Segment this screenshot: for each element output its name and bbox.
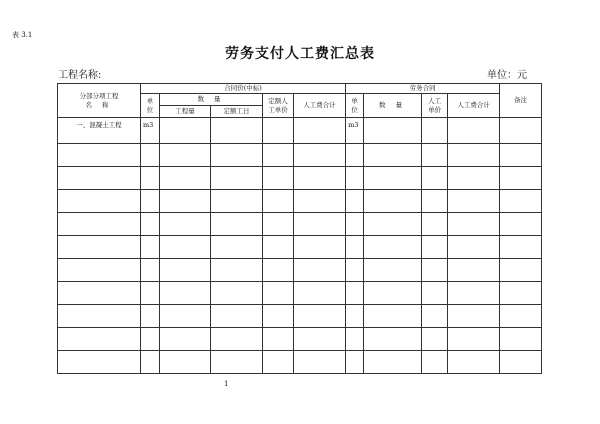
header-labor-unit-line2: 位 bbox=[351, 105, 358, 114]
header-labor-price-line1: 人工 bbox=[428, 96, 442, 105]
table-row bbox=[58, 190, 542, 213]
header-work-qty: 工程量 bbox=[160, 106, 211, 118]
table-row bbox=[58, 213, 542, 236]
row-name: 一、混凝土工程 bbox=[58, 118, 141, 144]
table-row bbox=[58, 144, 542, 167]
header-item-name-line2: 名 称 bbox=[85, 100, 113, 109]
row-unit: m3 bbox=[141, 118, 160, 144]
header-contract-group: 合同价(中标) bbox=[141, 84, 346, 94]
header-item-name bbox=[58, 84, 141, 118]
header-quota-price-line2: 工单价 bbox=[268, 105, 288, 114]
header-labor-group: 劳务合同 bbox=[346, 84, 500, 94]
table-number: 表 3.1 bbox=[12, 31, 33, 39]
table-row bbox=[58, 282, 542, 305]
unit-label: 单位：元 bbox=[487, 70, 527, 81]
header-labor-total2: 人工费合计 bbox=[448, 94, 500, 118]
header-unit-line2: 位 bbox=[146, 105, 154, 114]
table-row bbox=[58, 236, 542, 259]
header-unit bbox=[141, 94, 160, 118]
table-row bbox=[58, 351, 542, 374]
page-number: 1 bbox=[224, 380, 229, 388]
header-item-name-line1: 分部分项工程 bbox=[79, 91, 119, 100]
table-row bbox=[58, 328, 542, 351]
labor-summary-table bbox=[57, 83, 542, 374]
header-labor-unit bbox=[346, 94, 364, 118]
project-name-label: 工程名称: bbox=[58, 70, 102, 81]
page-title: 劳务支付人工费汇总表 bbox=[225, 46, 375, 62]
header-labor-total: 人工费合计 bbox=[294, 94, 346, 118]
header-labor-quantity: 数 量 bbox=[364, 94, 422, 118]
header-unit-line1: 单 bbox=[146, 96, 154, 105]
header-remarks: 备注 bbox=[500, 84, 542, 118]
header-labor-price bbox=[422, 94, 448, 118]
header-quota-days: 定额工日 bbox=[211, 106, 263, 118]
header-labor-unit-line1: 单 bbox=[351, 96, 358, 105]
row-labor-unit: m3 bbox=[346, 118, 364, 144]
table-row bbox=[58, 118, 542, 144]
header-quota-price bbox=[263, 94, 294, 118]
header-labor-price-line2: 单价 bbox=[428, 105, 442, 114]
header-quantity: 数 量 bbox=[160, 94, 263, 106]
table-row bbox=[58, 167, 542, 190]
table-row bbox=[58, 305, 542, 328]
table-row bbox=[58, 259, 542, 282]
header-quota-price-line1: 定额人 bbox=[268, 96, 288, 105]
